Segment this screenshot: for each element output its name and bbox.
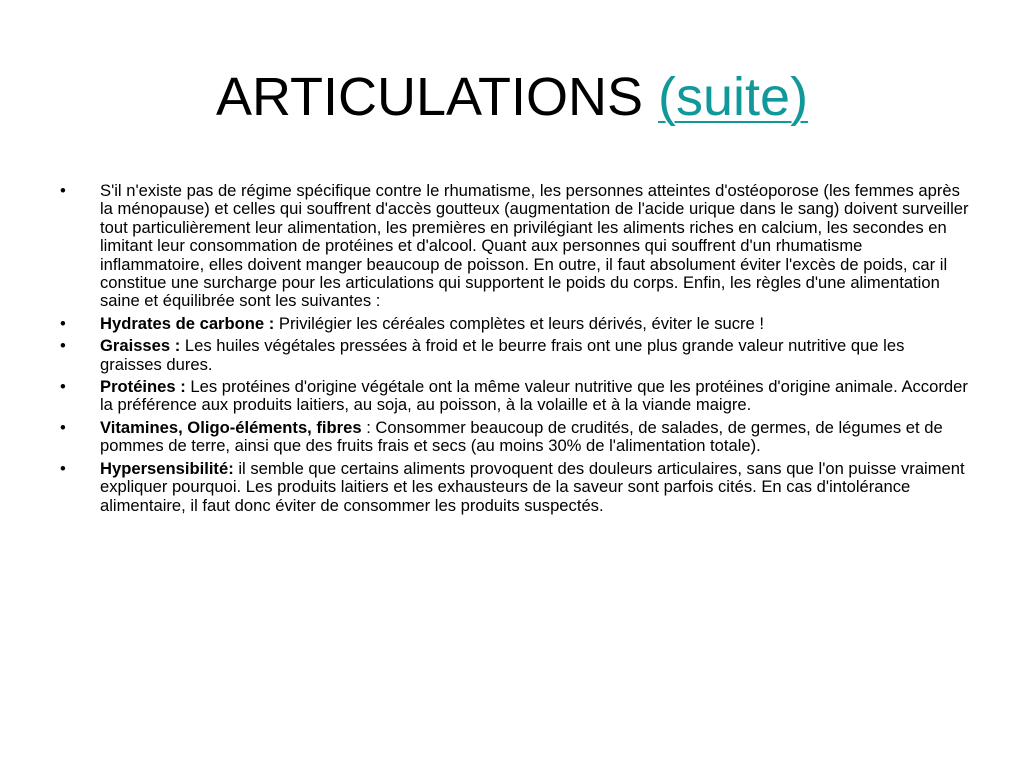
bullet-intro [60, 182, 970, 311]
bullet-term: Protéines : [100, 377, 186, 397]
bullet-list [60, 182, 970, 519]
bullet-dot: • [60, 417, 66, 437]
bullet-dot: • [60, 313, 66, 333]
title-main: ARTICULATIONS [215, 67, 644, 127]
bullet-text: Les protéines d'origine végétale ont la même valeur nutritive que les protéines d'origine animale. Accorder la préférence aux produits laitiers, au soja, au poisson, à la volaille et à la viande maigre. [100, 377, 968, 415]
bullet-proteines [60, 378, 970, 415]
bullet-text: Privilégier les céréales complètes et leurs dérivés, éviter le sucre ! [274, 313, 765, 333]
bullet-dot: • [60, 336, 66, 356]
bullet-vitamines [60, 419, 970, 456]
bullet-term: Hydrates de carbone : [100, 313, 275, 333]
bullet-hypersensibilite [60, 460, 970, 515]
bullet-dot: • [60, 181, 66, 200]
bullet-hydrates-de-carbone [60, 315, 970, 333]
title-link-suite[interactable]: (suite) [658, 67, 809, 127]
bullet-dot: • [60, 458, 66, 478]
bullet-term: Graisses : [100, 336, 181, 356]
bullet-dot: • [60, 377, 66, 397]
bullet-text: S'il n'existe pas de régime spécifique contre le rhumatisme, les personnes atteintes d'ostéoporose (les femmes après la ménopause) et celles qui souffrent d'accès goutteux (augmentation de l'acide urique dans le sang) doivent surveiller tout particulièrement leur alimentation, les premières en privilégiant les aliments riches en calcium, les secondes en limitant leur consommation de protéines et d'alcool. Quant aux personnes qui souffrent d'un rhumatisme inflammatoire, elles doivent manger beaucoup de poisson. En outre, il faut absolument éviter l'excès de poids, car il constitue une surcharge pour les articulations qui supportent le poids du corps. Enfin, les règles d'une alimentation saine et équilibrée sont les suivantes : [100, 181, 969, 311]
bullet-graisses [60, 337, 970, 374]
bullet-text: il semble que certains aliments provoquent des douleurs articulaires, sans que l'on puisse vraiment expliquer pourquoi. Les produits laitiers et les exhausteurs de la saveur sont parfois cités. En cas d'intolérance alimentaire, il faut donc éviter de consommer les produits suspectés. [100, 458, 965, 515]
bullet-term: Hypersensibilité: [100, 458, 234, 478]
bullet-term: Vitamines, Oligo-éléments, fibres [100, 417, 362, 437]
bullet-text: : Consommer beaucoup de crudités, de salades, de germes, de légumes et de pommes de terre, ainsi que des fruits frais et secs (au moins 30% de l'alimentation totale). [100, 417, 943, 456]
bullet-text: Les huiles végétales pressées à froid et le beurre frais ont une plus grande valeur nutritive que les graisses dures. [100, 336, 905, 374]
slide-title [0, 62, 1024, 132]
